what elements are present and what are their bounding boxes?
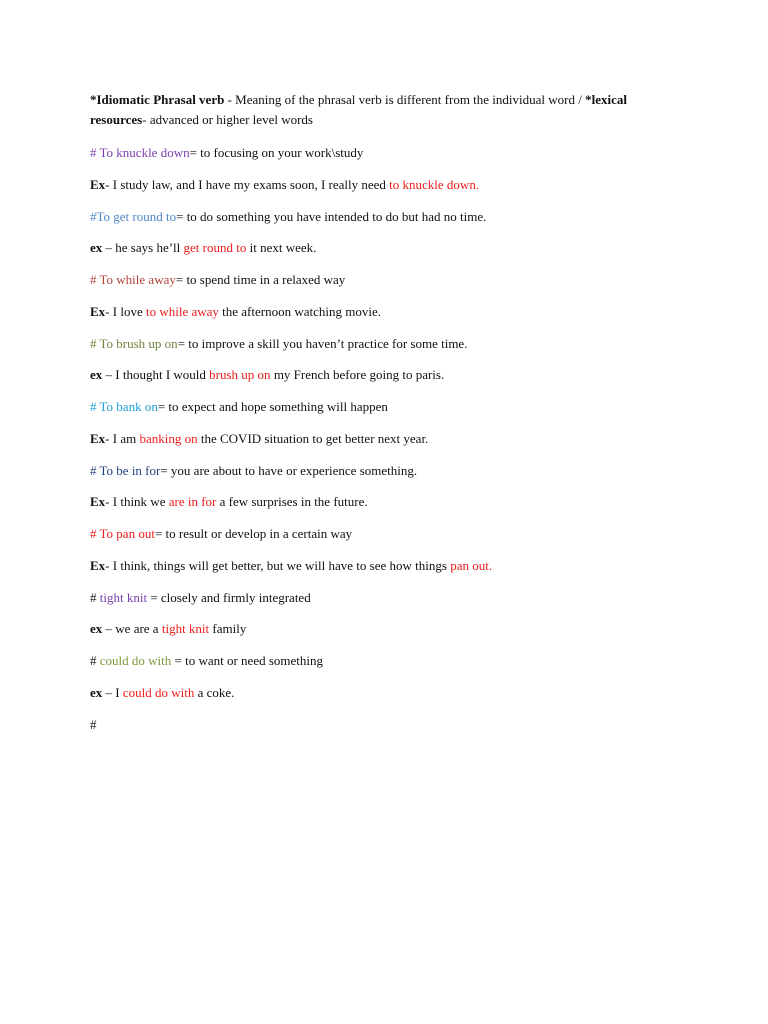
example-text: – I (102, 684, 123, 700)
definition-line (90, 397, 680, 417)
example-phrase: to knuckle down. (389, 176, 480, 192)
example-line (90, 619, 680, 639)
definition-text: = to expect and hope something will happen (157, 399, 388, 414)
phrasal-verb-term: could do with (99, 653, 172, 668)
example-text-end: the afternoon watching movie. (218, 303, 381, 319)
example-text: – I thought I would (102, 367, 210, 383)
document-page (90, 90, 680, 746)
intro-text: - Meaning of the phrasal verb is different from the individual word / (224, 92, 586, 107)
example-text-end: my French before going to paris. (270, 367, 445, 383)
example-text: - I think we (105, 494, 169, 510)
example-phrase: to while away (145, 303, 219, 319)
definition-text: = to do something you have intended to do but had no time. (176, 208, 487, 224)
phrasal-verb-term: # To pan out (90, 526, 155, 541)
phrasal-verb-term: # To while away (90, 272, 176, 287)
example-text: – he says he’ll (102, 240, 184, 256)
intro-paragraph (90, 90, 680, 130)
example-phrase: are in for (168, 494, 217, 510)
example-text-end: a few surprises in the future. (216, 494, 368, 510)
example-text-end: the COVID situation to get better next year. (197, 430, 429, 446)
phrasal-verb-term: #To get round to (90, 208, 177, 224)
example-line (90, 556, 680, 576)
definition-line (90, 334, 680, 354)
example-phrase: pan out. (450, 557, 493, 573)
definition-line (90, 143, 680, 163)
example-label: ex (90, 240, 103, 256)
example-text: - I love (105, 303, 146, 319)
example-line (90, 175, 680, 195)
example-text: - I study law, and I have my exams soon, I really need (105, 176, 390, 192)
example-label: ex (90, 621, 103, 637)
example-phrase: tight knit (161, 621, 210, 637)
phrasal-verb-term: # To be in for (90, 462, 161, 478)
phrasal-verb-term: # To knuckle down (90, 145, 190, 160)
lexical-resources-text: - advanced or higher level words (142, 112, 313, 127)
definition-line (90, 524, 680, 544)
phrasal-verb-term: # To bank on (90, 399, 158, 414)
hash-prefix: # (90, 653, 100, 668)
example-label: Ex (90, 176, 106, 192)
example-text: - I am (105, 430, 140, 446)
definition-text: = closely and firmly integrated (147, 589, 311, 605)
example-line (90, 683, 680, 703)
example-line (90, 492, 680, 512)
example-phrase: brush up on (209, 367, 271, 383)
example-phrase: could do with (122, 684, 195, 700)
definition-text: = to improve a skill you haven’t practice for some time. (177, 335, 468, 351)
example-text-end: family (209, 621, 247, 637)
hash-prefix: # (90, 589, 100, 605)
example-line (90, 429, 680, 449)
example-line (90, 238, 680, 258)
example-label: ex (90, 684, 103, 700)
definition-text: = to result or develop in a certain way (154, 526, 353, 541)
example-label: Ex (90, 430, 106, 446)
example-phrase: banking on (139, 430, 198, 446)
example-text-end: a coke. (194, 684, 235, 700)
definition-text: = to focusing on your work\study (189, 145, 364, 160)
idiomatic-phrasal-verb-heading: *Idiomatic Phrasal verb (90, 92, 225, 107)
example-phrase: get round to (183, 240, 247, 256)
definition-text: = to spend time in a relaxed way (175, 272, 346, 287)
definition-text: = you are about to have or experience something. (160, 462, 418, 478)
trailing-hash: # (90, 716, 97, 732)
example-label: Ex (90, 494, 106, 510)
phrasal-verb-term: # To brush up on (90, 335, 178, 351)
phrasal-verb-term: tight knit (99, 589, 148, 605)
definition-text: = to want or need something (171, 653, 323, 668)
example-label: Ex (90, 303, 106, 319)
definition-line (90, 461, 680, 481)
definition-line (90, 207, 680, 227)
definition-line (90, 588, 680, 608)
example-line (90, 365, 680, 385)
example-label: ex (90, 367, 103, 383)
example-line (90, 302, 680, 322)
example-text: - I think, things will get better, but we will have to see how things (105, 557, 451, 573)
example-text-end: it next week. (246, 240, 317, 256)
example-label: Ex (90, 557, 106, 573)
definition-line (90, 651, 680, 671)
lexical-resources-heading: *lexical resources (90, 92, 627, 127)
definition-line (90, 270, 680, 290)
example-text: – we are a (102, 621, 162, 637)
